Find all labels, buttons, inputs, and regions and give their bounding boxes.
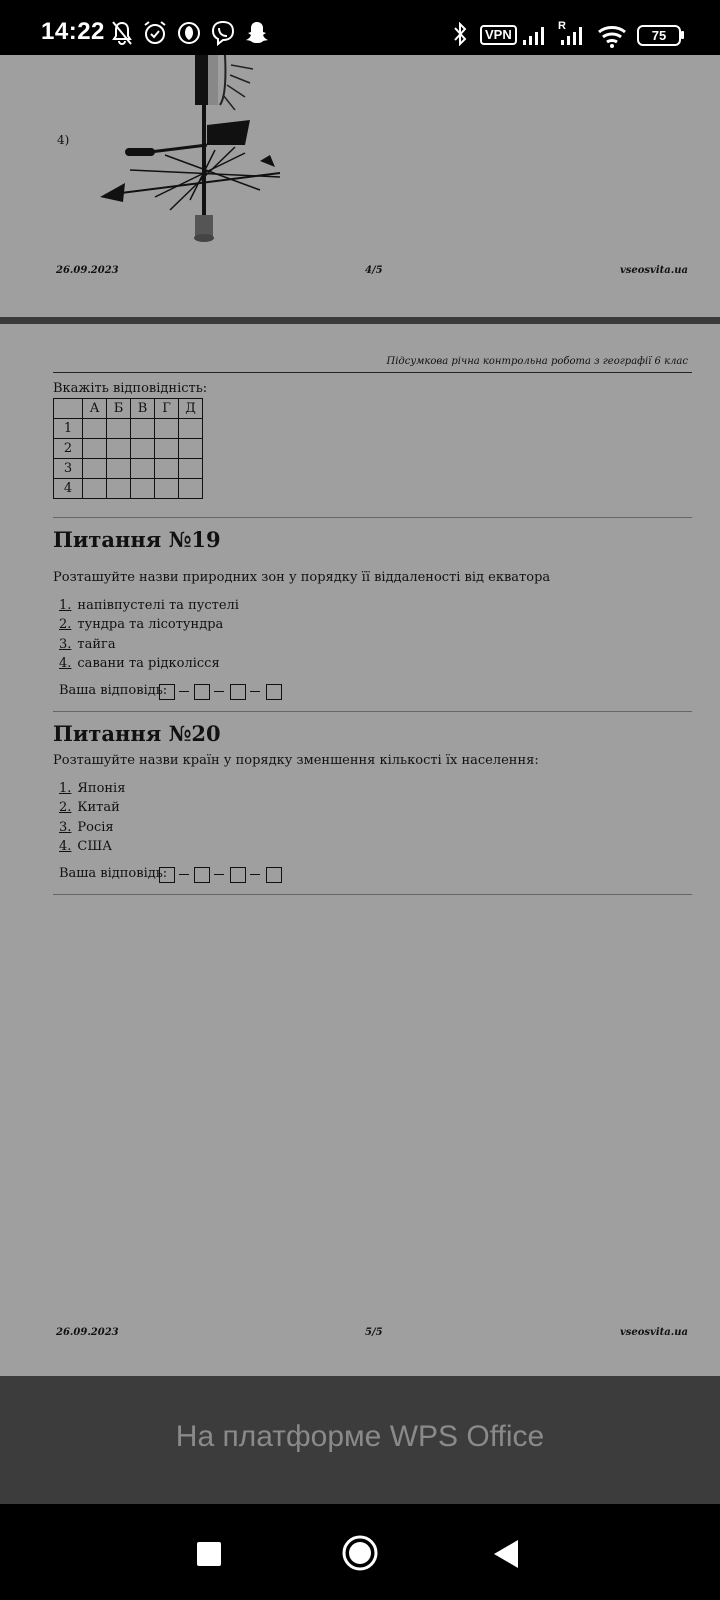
answer-dash (250, 691, 260, 692)
table-cell[interactable] (131, 479, 155, 499)
status-bar (0, 0, 720, 55)
option-text: савани та рідколісся (77, 656, 220, 671)
table-header-row (54, 399, 203, 419)
table-col-header: Б (107, 399, 131, 419)
question-20-option (59, 800, 120, 815)
table-cell[interactable] (155, 479, 179, 499)
table-cell[interactable] (155, 419, 179, 439)
wifi-icon (597, 24, 627, 48)
question-19-title: Питання №19 (53, 527, 221, 552)
table-row (54, 459, 203, 479)
question-20-title: Питання №20 (53, 721, 221, 746)
table-cell[interactable] (83, 479, 107, 499)
option-number: 3. (59, 820, 72, 835)
table-cell[interactable] (83, 419, 107, 439)
option-text: Китай (77, 800, 120, 815)
document-page-4 (0, 55, 720, 317)
match-instruction: Вкажіть відповідність: (53, 381, 208, 396)
option-number: 2. (59, 800, 72, 815)
footer-page-number: 5/5 (365, 1327, 383, 1338)
answer-label: Ваша відповідь: (59, 866, 168, 881)
table-row-header: 4 (54, 479, 83, 499)
footer-site: vseosvita.ua (619, 265, 688, 276)
option-number: 4. (59, 839, 72, 854)
table-cell[interactable] (107, 459, 131, 479)
section-divider (53, 517, 692, 518)
option-number: 2. (59, 617, 72, 632)
match-table (53, 398, 203, 499)
option-number: 1. (59, 781, 72, 796)
table-col-header: В (131, 399, 155, 419)
table-col-header: А (83, 399, 107, 419)
section-divider (53, 894, 692, 895)
option-text: Японія (77, 781, 126, 796)
footer-date: 26.09.2023 (56, 1327, 119, 1338)
table-cell[interactable] (107, 479, 131, 499)
signal-icon (522, 24, 548, 46)
table-row-header: 3 (54, 459, 83, 479)
battery-indicator: 75 (637, 25, 681, 46)
answer-dash (214, 874, 224, 875)
table-cell[interactable] (179, 459, 203, 479)
answer-box[interactable] (159, 684, 175, 700)
table-cell[interactable] (131, 419, 155, 439)
table-cell[interactable] (179, 479, 203, 499)
table-corner-cell (54, 399, 83, 419)
section-divider (53, 711, 692, 712)
table-cell[interactable] (179, 419, 203, 439)
answer-box[interactable] (230, 684, 246, 700)
vpn-badge: VPN (480, 25, 517, 45)
footer-site: vseosvita.ua (619, 1327, 688, 1338)
question-20-option (59, 820, 114, 835)
answer-box[interactable] (194, 684, 210, 700)
page-divider (0, 317, 720, 324)
answer-dash (250, 874, 260, 875)
weathervane-image (95, 55, 295, 245)
document-page-5 (0, 324, 720, 1376)
table-cell[interactable] (155, 459, 179, 479)
signal-roaming-icon (558, 24, 586, 46)
table-cell[interactable] (131, 459, 155, 479)
option-number: 3. (59, 637, 72, 652)
bluetooth-icon (452, 22, 468, 46)
option-text: Росія (77, 820, 114, 835)
answer-dash (214, 691, 224, 692)
wps-banner[interactable] (0, 1376, 720, 1504)
table-cell[interactable] (107, 419, 131, 439)
battery-tip (681, 31, 684, 39)
table-col-header: Г (155, 399, 179, 419)
navigation-bar (0, 1504, 720, 1600)
footer-page-number: 4/5 (365, 265, 383, 276)
option-number: 1. (59, 598, 72, 613)
table-row (54, 479, 203, 499)
header-rule (53, 372, 692, 373)
page-header: Підсумкова річна контрольна робота з географії 6 клас (386, 356, 688, 367)
answer-box[interactable] (230, 867, 246, 883)
table-cell[interactable] (179, 439, 203, 459)
table-row (54, 419, 203, 439)
table-row-header: 1 (54, 419, 83, 439)
system-icons (0, 0, 720, 55)
question-20-option (59, 839, 112, 854)
table-row-header: 2 (54, 439, 83, 459)
answer-dash (179, 874, 189, 875)
question-19-option (59, 617, 223, 632)
status-time: 14:22 (41, 18, 105, 45)
option-text: тайга (77, 637, 116, 652)
roaming-label: R (558, 20, 566, 32)
question-19-text: Розташуйте назви природних зон у порядку її віддаленості від екватора (53, 570, 551, 585)
question-item-label: 4) (57, 133, 70, 147)
table-row (54, 439, 203, 459)
option-text: США (77, 839, 113, 854)
question-19-option (59, 656, 220, 671)
option-text: напівпустелі та пустелі (77, 598, 239, 613)
table-cell[interactable] (83, 439, 107, 459)
table-cell[interactable] (155, 439, 179, 459)
question-19-answer-row (59, 683, 299, 701)
home-button[interactable] (341, 1534, 379, 1572)
answer-box[interactable] (159, 867, 175, 883)
table-cell[interactable] (107, 439, 131, 459)
question-19-option (59, 637, 116, 652)
question-20-answer-row (59, 866, 299, 884)
option-text: тундра та лісотундра (77, 617, 224, 632)
question-20-text: Розташуйте назви країн у порядку зменшення кількості їх населення: (53, 753, 539, 768)
question-20-option (59, 781, 125, 796)
answer-dash (179, 691, 189, 692)
answer-label: Ваша відповідь: (59, 683, 168, 698)
table-cell[interactable] (83, 459, 107, 479)
answer-box[interactable] (266, 684, 282, 700)
table-col-header: Д (179, 399, 203, 419)
question-19-option (59, 598, 239, 613)
back-button[interactable] (494, 1540, 518, 1568)
answer-box[interactable] (194, 867, 210, 883)
table-cell[interactable] (131, 439, 155, 459)
recents-button[interactable] (197, 1542, 221, 1566)
footer-date: 26.09.2023 (56, 265, 119, 276)
option-number: 4. (59, 656, 72, 671)
wps-banner-text: На платформе WPS Office (175, 1420, 545, 1453)
answer-box[interactable] (266, 867, 282, 883)
